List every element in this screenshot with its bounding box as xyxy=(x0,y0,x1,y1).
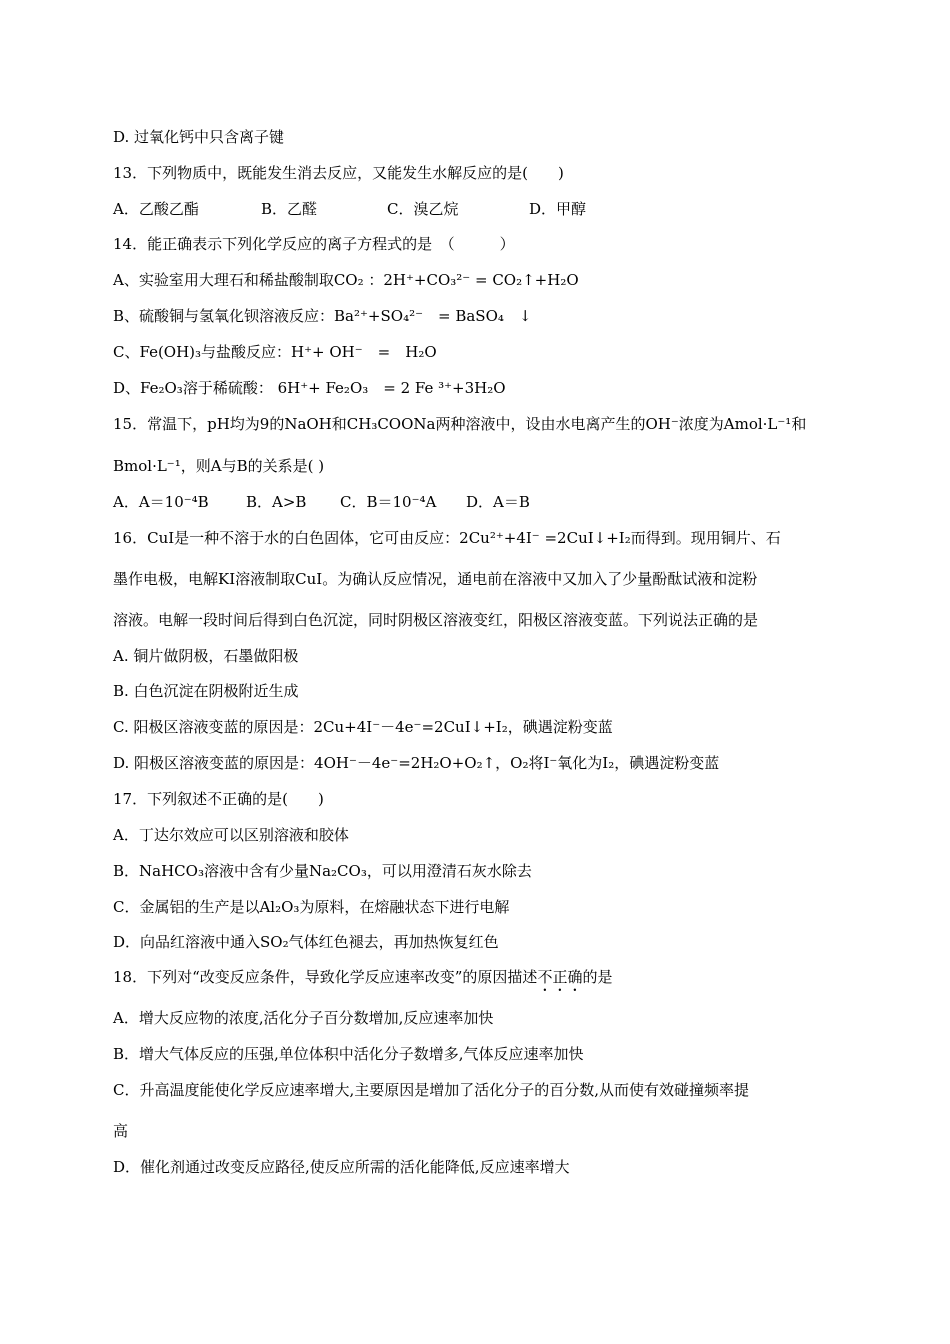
q16-option-d: D. 阳极区溶液变蓝的原因是：4OH⁻－4e⁻=2H₂O+O₂↑，O₂将I⁻氧化为I₂，碘遇淀粉变蓝 xyxy=(113,754,720,772)
q14-option-c: C、Fe(OH)₃与盐酸反应：H⁺+ OH⁻ = H₂O xyxy=(113,343,437,361)
q13-stem: 13．下列物质中，既能发生消去反应，又能发生水解反应的是( ) xyxy=(113,164,564,182)
q15-option-b: B．A>B xyxy=(246,493,307,511)
q15-options xyxy=(113,492,530,512)
q15-stem-line1: 15．常温下，pH均为9的NaOH和CH₃COONa两种溶液中，设由水电离产生的OH⁻浓度为Amol·L⁻¹和 xyxy=(113,415,807,433)
q18-option-c-line1: C．升高温度能使化学反应速率增大,主要原因是增加了活化分子的百分数,从而使有效碰撞频率提 xyxy=(113,1081,750,1099)
q14-option-b: B、硫酸铜与氢氧化钡溶液反应：Ba²⁺+SO₄²⁻ = BaSO₄ ↓ xyxy=(113,307,532,325)
q18-stem-prefix: 18．下列对“改变反应条件，导致化学反应速率改变”的原因描述 xyxy=(113,968,538,986)
q15-option-a: A．A＝10⁻⁴B xyxy=(113,493,209,511)
q16-option-b: B. 白色沉淀在阴极附近生成 xyxy=(113,682,299,700)
q18-option-b: B．增大气体反应的压强,单位体积中活化分子数增多,气体反应速率加快 xyxy=(113,1045,584,1063)
q17-option-d: D．向品红溶液中通入SO₂气体红色褪去，再加热恢复红色 xyxy=(113,933,499,951)
q15-option-d: D．A＝B xyxy=(466,493,530,511)
q18-option-a: A．增大反应物的浓度,活化分子百分数增加,反应速率加快 xyxy=(113,1009,494,1027)
q16-stem-line3: 溶液。电解一段时间后得到白色沉淀，同时阴极区溶液变红，阳极区溶液变蓝。下列说法正确的是 xyxy=(113,611,759,629)
q17-option-a: A．丁达尔效应可以区别溶液和胶体 xyxy=(113,826,349,844)
q17-option-b: B．NaHCO₃溶液中含有少量Na₂CO₃，可以用澄清石灰水除去 xyxy=(113,862,532,880)
q18-option-d: D．催化剂通过改变反应路径,使反应所需的活化能降低,反应速率增大 xyxy=(113,1158,570,1176)
q13-option-d: D．甲醇 xyxy=(529,200,587,218)
q16-option-a: A. 铜片做阴极，石墨做阳极 xyxy=(113,647,299,665)
q15-option-c: C．B＝10⁻⁴A xyxy=(340,493,437,511)
q17-stem: 17．下列叙述不正确的是( ) xyxy=(113,790,324,808)
q15-stem-line2: Bmol·L⁻¹，则A与B的关系是( ) xyxy=(113,457,325,475)
q12-option-d: D. 过氧化钙中只含离子键 xyxy=(113,128,285,146)
q16-stem-line2: 墨作电极，电解KI溶液制取CuI。为确认反应情况，通电前在溶液中又加入了少量酚酞试液和淀粉 xyxy=(113,570,758,588)
q16-stem-line1: 16．CuI是一种不溶于水的白色固体，它可由反应：2Cu²⁺+4I⁻ =2CuI↓+I₂而得到。现用铜片、石 xyxy=(113,529,781,547)
q13-option-a: A．乙酸乙酯 xyxy=(113,200,199,218)
q16-option-c: C. 阳极区溶液变蓝的原因是：2Cu+4I⁻－4e⁻=2CuI↓+I₂，碘遇淀粉变蓝 xyxy=(113,718,613,736)
q18-stem xyxy=(113,967,612,995)
q13-option-c: C．溴乙烷 xyxy=(387,200,459,218)
q18-option-c-line2: 高 xyxy=(113,1122,129,1140)
q13-option-b: B．乙醛 xyxy=(261,200,318,218)
q17-option-c: C．金属铝的生产是以Al₂O₃为原料，在熔融状态下进行电解 xyxy=(113,898,510,916)
q14-option-a: A、实验室用大理石和稀盐酸制取CO₂ ：2H⁺+CO₃²⁻ = CO₂↑+H₂O xyxy=(113,271,579,289)
q18-stem-emphasis: 不正确 xyxy=(537,968,583,986)
q13-options xyxy=(113,199,586,219)
q14-option-d: D、Fe₂O₃溶于稀硫酸： 6H⁺+ Fe₂O₃ = 2 Fe ³⁺+3H₂O xyxy=(113,379,506,397)
q18-stem-suffix: 的是 xyxy=(582,968,613,986)
q14-stem: 14．能正确表示下列化学反应的离子方程式的是 （ ） xyxy=(113,235,515,253)
